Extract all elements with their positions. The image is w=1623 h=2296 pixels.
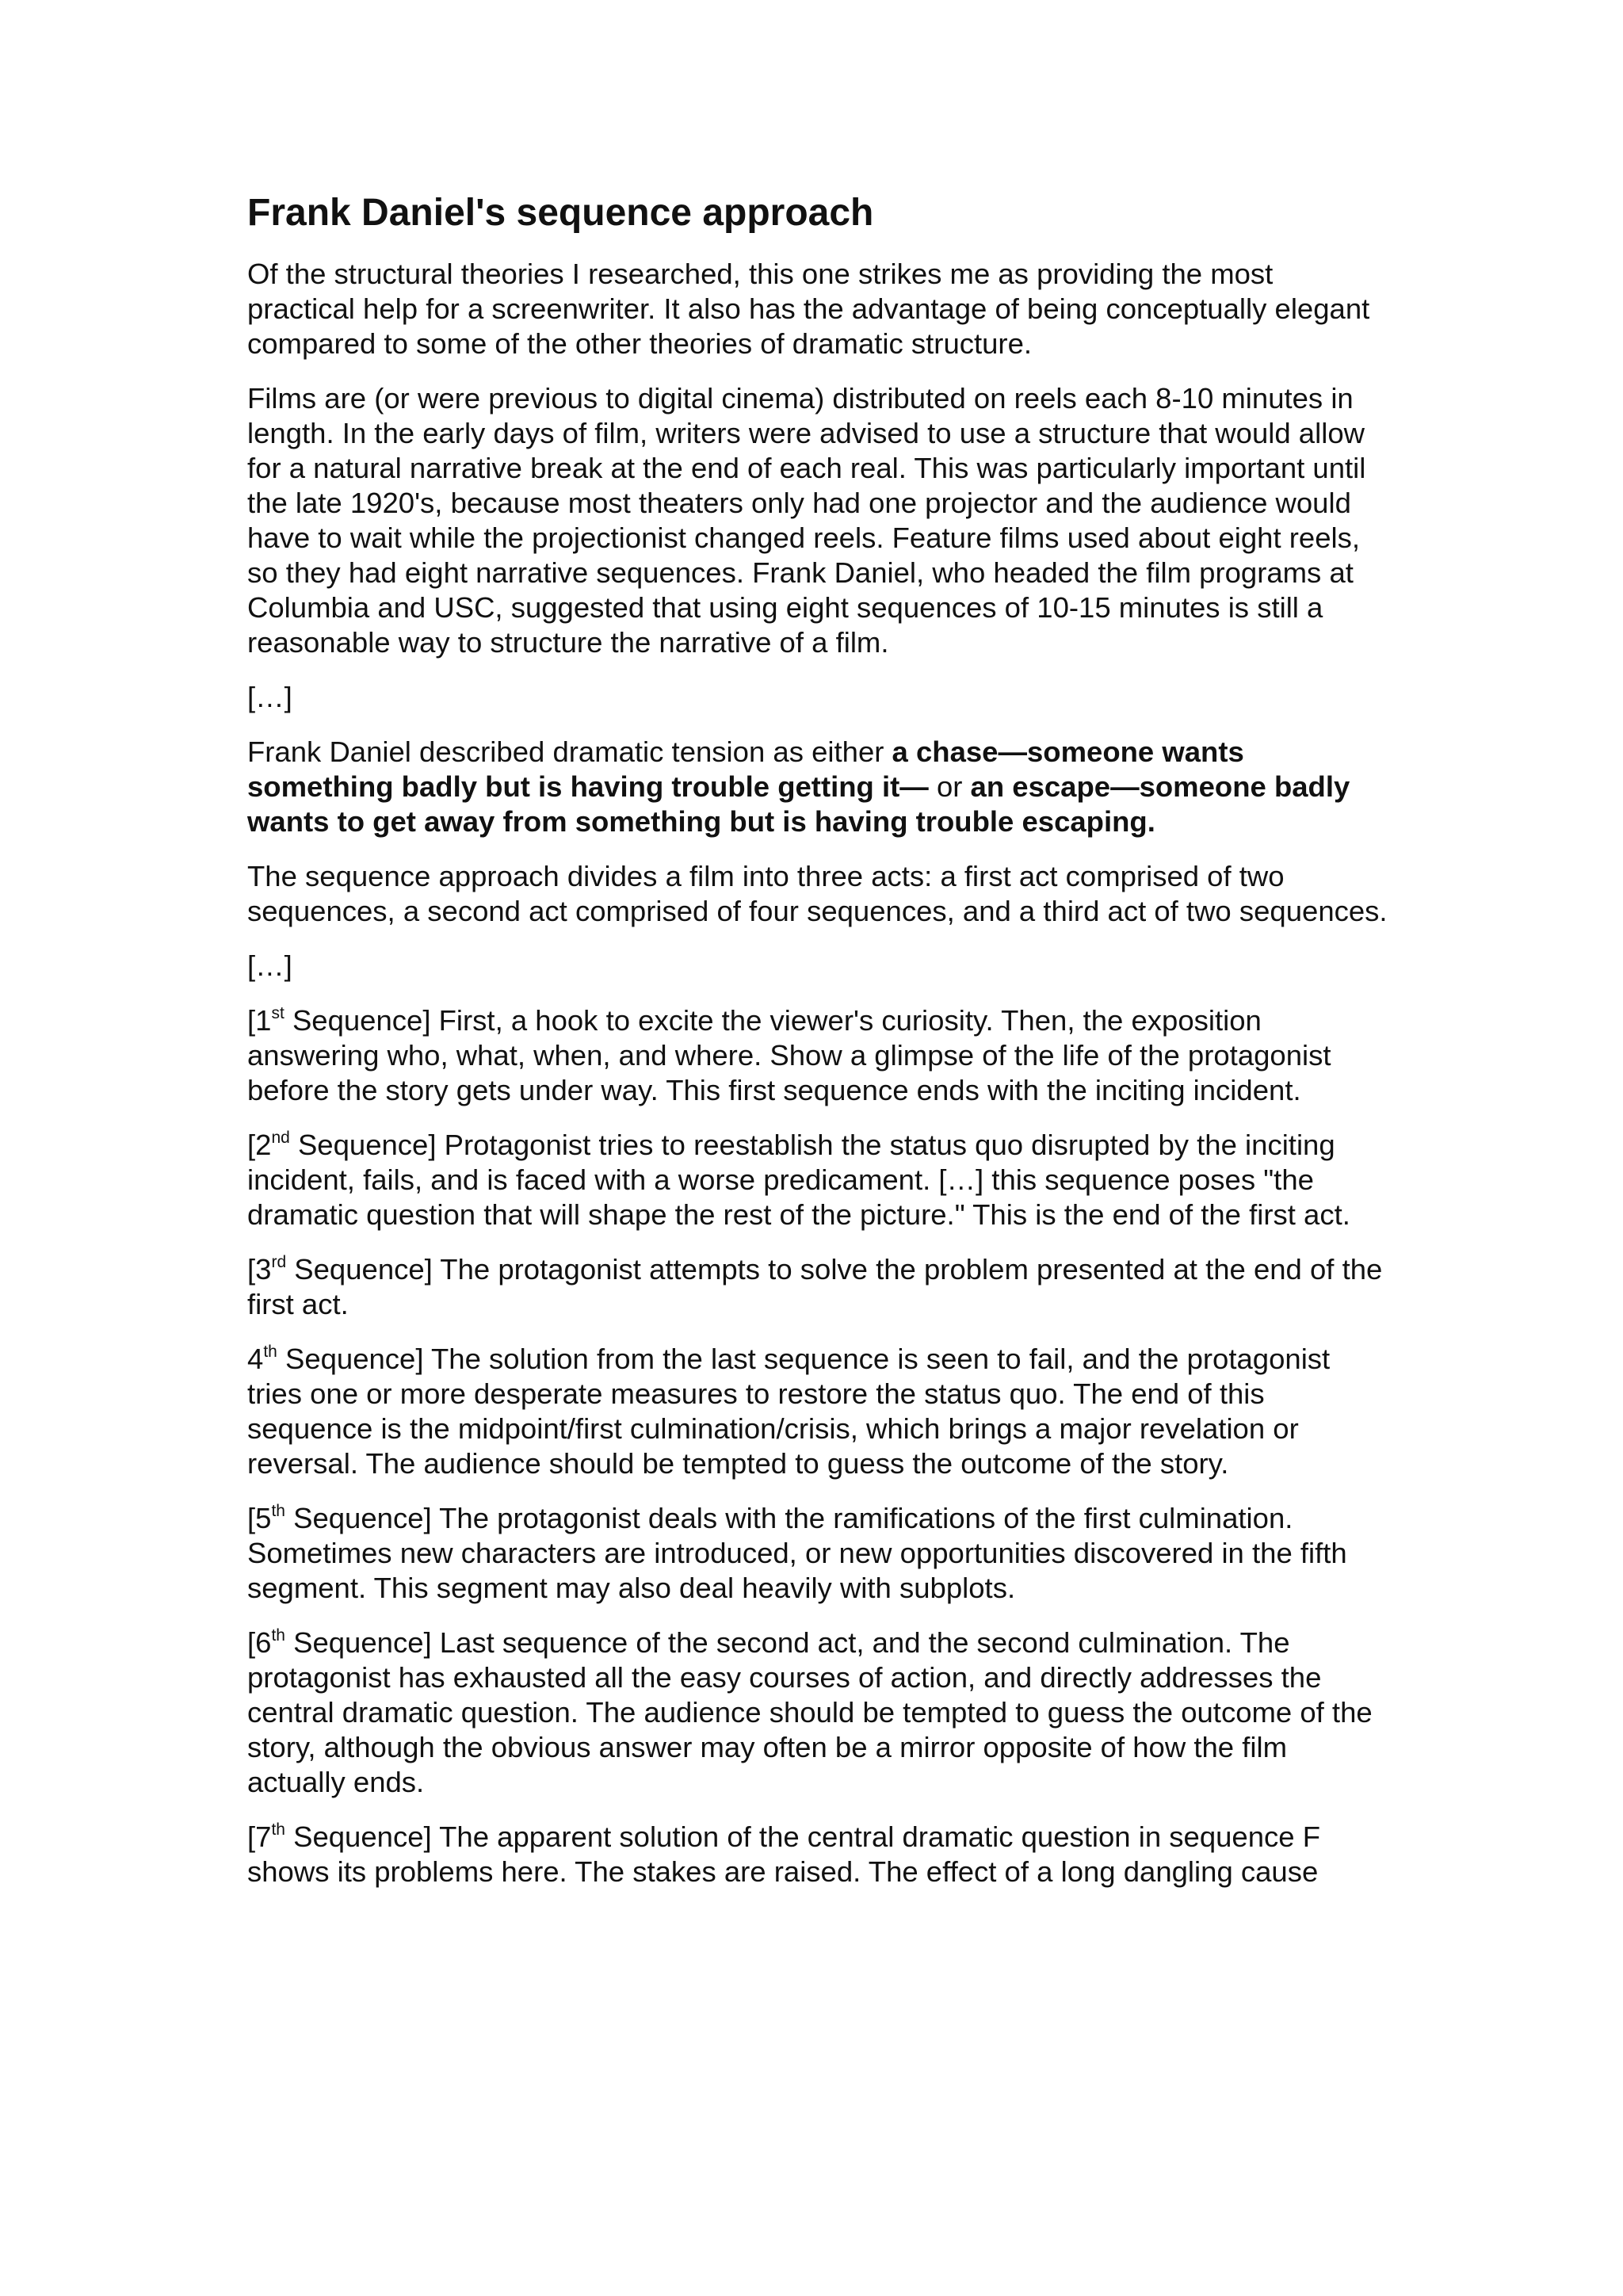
sequence-number: [6 (247, 1626, 272, 1659)
sequence-paragraph-1 (247, 1003, 1388, 1108)
page-title: Frank Daniel's sequence approach (247, 192, 874, 234)
sequence-text: Sequence] Protagonist tries to reestablish the status quo disrupted by the inciting incident, fails, and is faced with a worse predicament. […] this sequence poses "the dramatic question that will shape the rest of the picture." This is the end of the first act. (247, 1129, 1350, 1231)
ordinal-suffix: nd (271, 1129, 290, 1147)
sequence-number: [7 (247, 1820, 272, 1853)
sequence-number: [5 (247, 1502, 272, 1534)
sequence-paragraph-6 (247, 1626, 1388, 1800)
sequence-number: 4 (247, 1343, 264, 1375)
sequence-text: Sequence] First, a hook to excite the viewer's curiosity. Then, the exposition answering who, what, when, and where. Show a glimpse of the life of the protagonist before the story gets under way. This first sequence ends with the inciting incident. (247, 1004, 1331, 1106)
sequence-paragraph-3 (247, 1252, 1388, 1322)
tension-escape: an escape—someone badly wants to get away from something but is having trouble escaping. (247, 770, 1350, 838)
ordinal-suffix: th (271, 1626, 285, 1645)
intro-paragraph: Of the structural theories I researched, this one strikes me as providing the most practical help for a screenwriter. It also has the advantage of being conceptually elegant compared to some of the other theories of dramatic structure. (247, 258, 1370, 360)
sequence-text: Sequence] The protagonist deals with the ramifications of the first culmination. Sometimes new characters are introduced, or new opportunities discovered in the fifth segment. This segment may also deal heavily with subplots. (247, 1502, 1347, 1604)
ordinal-suffix: rd (271, 1253, 287, 1271)
tension-chase: a chase—someone wants something badly but is having trouble getting it— (247, 735, 1244, 803)
sequence-text: Sequence] The solution from the last sequence is seen to fail, and the protagonist tries one or more desperate measures to restore the status quo. The end of this sequence is the midpoint/first culmination/crisis, which brings a major revelation or reversal. The audience should be tempted to guess the outcome of the story. (247, 1343, 1331, 1480)
sequence-text: Sequence] The protagonist attempts to solve the problem presented at the end of the first act. (247, 1253, 1383, 1320)
ellipsis: […] (247, 949, 292, 982)
sequence-paragraph-2 (247, 1128, 1388, 1232)
sequence-paragraph-7 (247, 1820, 1388, 1889)
ordinal-suffix: th (263, 1343, 277, 1361)
sequence-number: [1 (247, 1004, 272, 1037)
ordinal-suffix: th (271, 1820, 285, 1839)
history-paragraph: Films are (or were previous to digital cinema) distributed on reels each 8-10 minutes in length. In the early days of film, writers were advised to use a structure that would allow for a natural narrative break at the end of each real. This was particularly important until the late 1920's, because most theaters only had one projector and the audience would have to wait while the projectionist changed reels. Feature films used about eight reels, so they had eight narrative sequences. Frank Daniel, who headed the film programs at Columbia and USC, suggested that using eight sequences of 10-15 minutes is still a reasonable way to structure the narrative of a film. (247, 382, 1366, 659)
tension-lead: Frank Daniel described dramatic tension as either (247, 735, 892, 768)
ordinal-suffix: st (271, 1004, 285, 1022)
sequence-text: Sequence] The apparent solution of the central dramatic question in sequence F shows its problems here. The stakes are raised. The effect of a long dangling cause (247, 1820, 1321, 1888)
tension-or: or (928, 770, 971, 803)
sequence-number: [2 (247, 1129, 272, 1161)
tension-paragraph (247, 735, 1388, 839)
ordinal-suffix: th (271, 1502, 285, 1520)
sequence-paragraph-5 (247, 1501, 1388, 1606)
document-body (247, 190, 1388, 1909)
sequence-number: [3 (247, 1253, 272, 1286)
ellipsis: […] (247, 681, 292, 713)
sequence-paragraph-4 (247, 1342, 1388, 1481)
sequence-text: Sequence] Last sequence of the second act, and the second culmination. The protagonist has exhausted all the easy courses of action, and directly addresses the central dramatic question. The audience should be tempted to guess the outcome of the story, although the obvious answer may often be a mirror opposite of how the film actually ends. (247, 1626, 1373, 1798)
acts-paragraph: The sequence approach divides a film into three acts: a first act comprised of two sequences, a second act comprised of four sequences, and a third act of two sequences. (247, 860, 1388, 927)
